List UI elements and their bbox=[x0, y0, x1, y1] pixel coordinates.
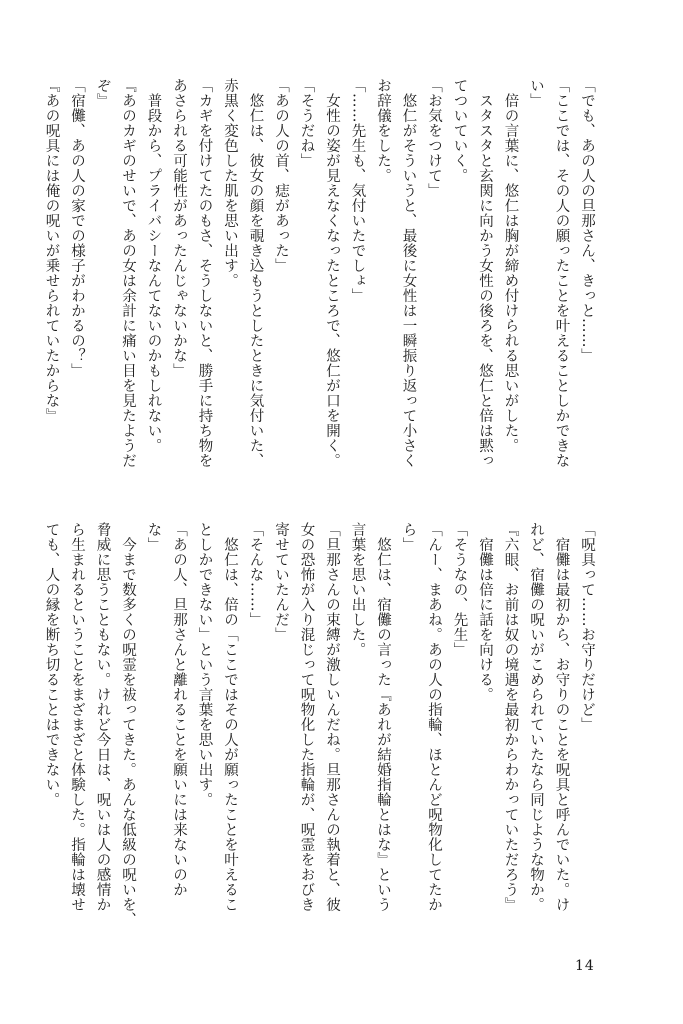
page-number: 14 bbox=[575, 958, 595, 974]
text-line: 『あの呪具には俺の呪いが乗せられていたからな』 bbox=[43, 78, 60, 423]
text-line: 「カギを付けてたのもさ、そうしないと、勝手に持ち物を bbox=[196, 78, 213, 468]
text-line: 「呪具って……お守りだけど」 bbox=[579, 522, 595, 732]
text-line: 『六眼、お前は奴の境遇を最初からわかっていただろう』 bbox=[502, 522, 519, 912]
text-line: 「宿儺、あの人の家での様子がわかるの？」 bbox=[69, 78, 85, 378]
text-line: 赤黒く変色した肌を思い出す。 bbox=[222, 78, 238, 288]
text-line: 悠仁がそういうと、最後に女性は一瞬振り返って小さく bbox=[400, 78, 417, 468]
text-line: 「旦那さんの束縛が激しいんだね。旦那さんの執着と、彼 bbox=[324, 522, 340, 912]
text-line: としかできない」という言葉を思い出す。 bbox=[196, 522, 213, 807]
text-line: 今まで数多くの呪霊を祓ってきた。あんな低級の呪いを、 bbox=[120, 522, 136, 927]
text-line: てついていく。 bbox=[451, 78, 468, 183]
text-line: 「んー、まあね。あの人の指輪、ほとんど呪物化してたか bbox=[426, 522, 442, 912]
text-line: ぞ』 bbox=[94, 78, 111, 108]
text-line: い」 bbox=[528, 78, 544, 108]
text-line: 宿儺は倍に話を向ける。 bbox=[477, 522, 493, 702]
text-line: 「そうなの、先生」 bbox=[451, 522, 468, 657]
text-line: 悠仁は、倍の「ここではその人が願ったことを叶えるこ bbox=[222, 522, 238, 912]
text-line: 悠仁は、宿儺の言った『あれが結婚指輪とはな』という bbox=[375, 522, 391, 912]
text-line: 「でも、あの人の旦那さん、きっと……」 bbox=[579, 78, 595, 363]
text-line: な」 bbox=[145, 522, 162, 552]
text-line: 「あの人、旦那さんと離れることを願いには来ないのか bbox=[171, 522, 187, 897]
text-line: 「そんな……」 bbox=[247, 522, 264, 627]
text-line: 脅威に思うこともない。けれど今日は、呪いは人の感情か bbox=[94, 522, 111, 912]
text-line: 「……先生も、気付いたでしょ」 bbox=[349, 78, 366, 303]
lower-text-column bbox=[43, 522, 599, 942]
text-line: 倍の言葉に、悠仁は胸が締め付けられる思いがした。 bbox=[502, 78, 519, 453]
text-line: 『あのカギのせいで、あの女は余計に痛い目を見たようだ bbox=[120, 78, 136, 468]
text-line: 「あの人の首、痣があった」 bbox=[273, 78, 289, 273]
text-line: スタスタと玄関に向かう女性の後ろを、悠仁と倍は黙っ bbox=[477, 78, 493, 468]
text-line: お辞儀をした。 bbox=[375, 78, 391, 183]
text-line: 寄せていたんだ」 bbox=[273, 522, 289, 642]
text-line: 宿儺は最初から、お守りのことを呪具と呼んでいた。け bbox=[553, 522, 570, 912]
text-line: 女の恐怖が入り混じって呪物化した指輪が、呪霊をおびき bbox=[298, 522, 315, 912]
text-line: 女性の姿が見えなくなったところで、悠仁が口を開く。 bbox=[324, 78, 340, 468]
text-line: 言葉を思い出した。 bbox=[349, 522, 366, 657]
text-line: れど、宿儺の呪いがこめられていたなら同じような物か。 bbox=[528, 522, 544, 912]
text-line: 「お気をつけて」 bbox=[426, 78, 442, 198]
upper-text-column bbox=[43, 78, 599, 498]
text-line: 「ここでは、その人の願ったことを叶えることしかできな bbox=[553, 78, 570, 468]
text-line: ら生まれるということをまざまざと体験した。指輪は壊せ bbox=[69, 522, 85, 912]
text-line: あさられる可能性があったんじゃないかな」 bbox=[171, 78, 187, 378]
text-line: ら」 bbox=[400, 522, 417, 552]
text-line: 「そうだね」 bbox=[298, 78, 315, 168]
text-line: 普段から、プライバシーなんてないのかもしれない。 bbox=[145, 78, 162, 453]
text-line: ても、人の縁を断ち切ることはできない。 bbox=[43, 522, 60, 807]
text-line: 悠仁は、彼女の顔を覗き込もうとしたときに気付いた、 bbox=[247, 78, 264, 468]
